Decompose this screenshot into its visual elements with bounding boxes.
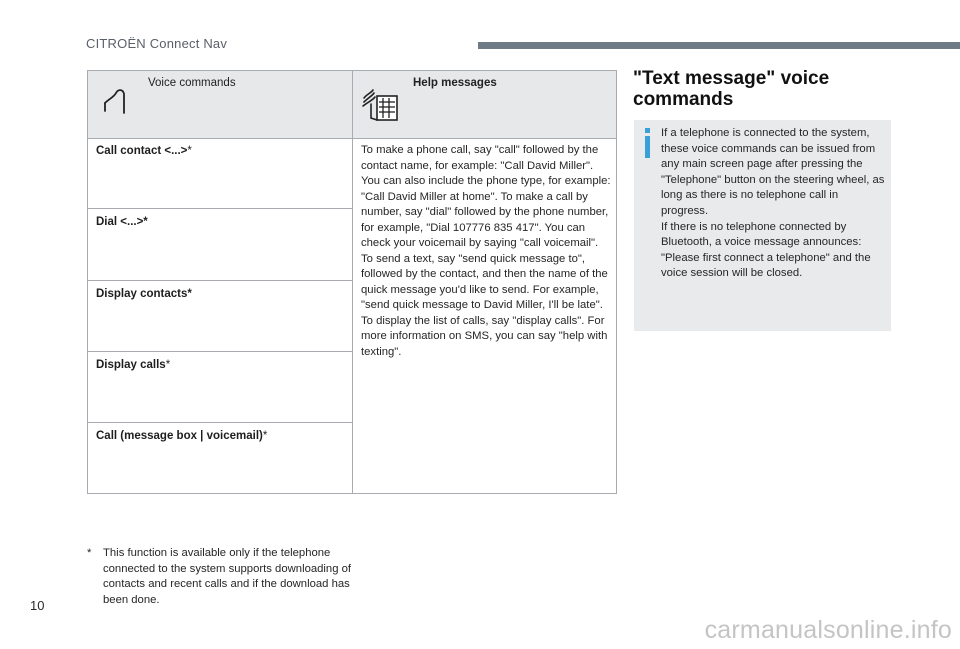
table-column-divider — [352, 71, 353, 493]
table-row-display-calls — [88, 352, 352, 423]
row-label-call-contact-star: * — [187, 145, 192, 157]
row-label-display-calls-star: * — [165, 359, 171, 371]
table-header-voice-commands — [88, 71, 352, 138]
help-message-icon — [361, 84, 403, 129]
row-label-call-contact — [96, 145, 192, 157]
help-message-text: To make a phone call, say "call" followed by the contact name, for example: "Call David Miller". You can also include the phone type, for example: "Call David Miller at home". To make a call by number, say "dial" followed by the phone number, for example, "Dial 107776 835 417". You can check your voicemail by saying "call voicemail". To send a text, say "send quick message to", followed by the contact, and then the name of the quick message you'd like to send. For example, "send quick message to David Miller, I'll be late". To display the list of calls, say "display calls". For more information on SMS, you can say "help with texting". — [361, 144, 611, 358]
table-row-dial — [88, 209, 352, 281]
document-header-title: CITROËN Connect Nav — [86, 36, 228, 51]
page-number: 10 — [30, 598, 45, 613]
section-title: "Text message" voice commands — [633, 68, 830, 110]
info-paragraph-1: If a telephone is connected to the system, these voice commands can be issued from any main screen page after pressing the "Telephone" button on the steering wheel, as long as there is no telephone call in progress. — [661, 127, 885, 217]
header-voice-commands-label: Voice commands — [148, 77, 236, 89]
row-label-call-contact-text: Call contact <...> — [96, 145, 188, 157]
header-help-messages-label: Help messages — [413, 77, 497, 89]
voice-command-icon — [100, 85, 134, 124]
row-label-call-message-box-star: * — [262, 430, 268, 442]
info-paragraph-2: If there is no telephone connected by Bluetooth, a voice message announces: "Please first connect a telephone" and the voice session will be closed. — [661, 220, 871, 280]
watermark: carmanualsonline.info — [704, 616, 952, 644]
table-row-display-contacts — [88, 281, 352, 352]
info-text — [661, 126, 885, 282]
row-label-display-calls-text: Display calls — [96, 359, 166, 371]
table-row-call-contact — [88, 138, 352, 209]
row-label-call-message-box — [96, 430, 267, 442]
row-label-display-contacts: Display contacts* — [96, 288, 192, 300]
footnote-star: * — [87, 547, 92, 559]
footnote-text: This function is available only if the telephone connected to the system supports downloading of contacts and recent calls and if the download has been done. — [103, 547, 352, 606]
header-accent-bar — [478, 42, 960, 49]
table-row-call-message-box — [88, 423, 352, 493]
info-box — [634, 120, 891, 331]
row-label-display-calls — [96, 359, 170, 371]
footnote — [87, 546, 357, 608]
table-header-help-messages — [353, 71, 616, 138]
row-label-dial: Dial <...>* — [96, 216, 148, 228]
row-label-call-message-box-text: Call (message box | voicemail) — [96, 430, 263, 442]
info-icon — [643, 128, 653, 163]
